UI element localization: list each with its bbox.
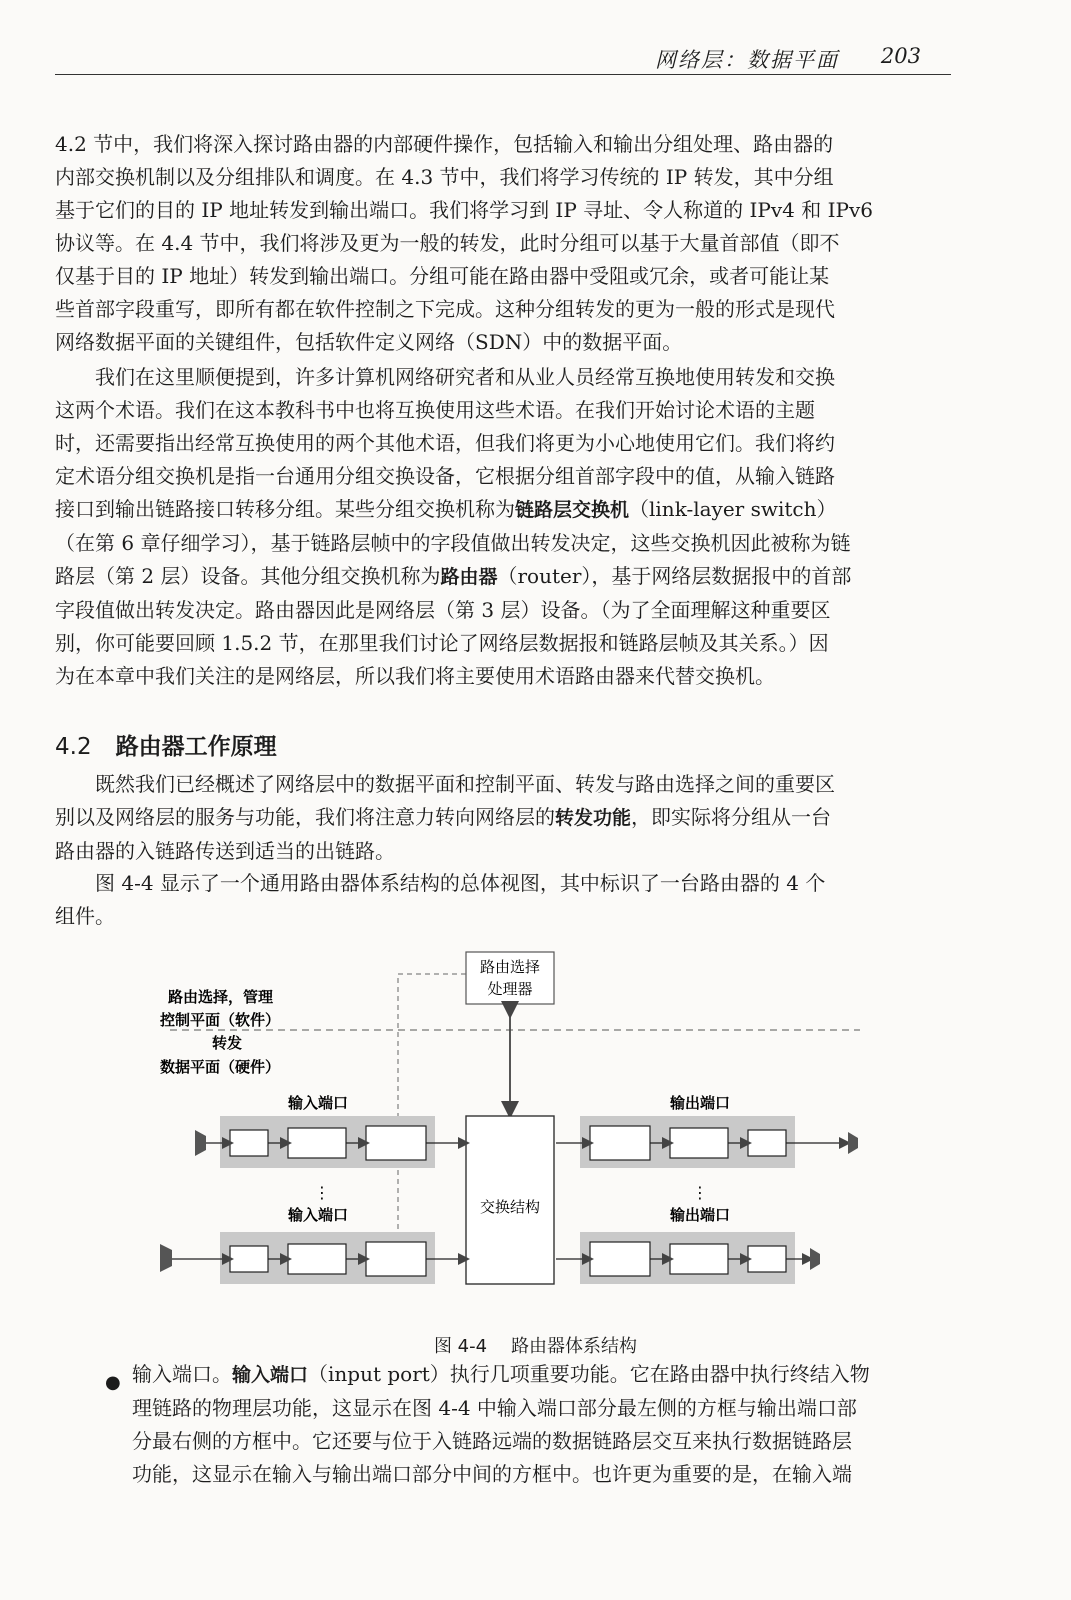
switch-fabric-label: 交换结构 xyxy=(479,1198,541,1216)
input-link-icon xyxy=(160,1244,172,1272)
paragraph-4 xyxy=(55,867,951,933)
section-heading xyxy=(55,728,277,761)
input-link-box xyxy=(288,1244,346,1274)
text-line: 我们在这里顺便提到，许多计算机网络研究者和从业人员经常互换地使用转发和交换 xyxy=(95,365,835,389)
input-lookup-box xyxy=(366,1242,426,1276)
text-run: 别以及网络层的服务与功能，我们将注意力转向网络层的 xyxy=(55,805,555,829)
text-line: 功能，这显示在输入与输出端口部分中间的方框中。也许更为重要的是，在输入端 xyxy=(132,1462,852,1486)
term-input-port: 输入端口 xyxy=(232,1364,309,1386)
output-link-box xyxy=(670,1128,728,1158)
page-number: 203 xyxy=(880,44,921,68)
text-run: （link-layer switch） xyxy=(629,497,837,521)
control-label-1: 路由选择，管理 xyxy=(168,988,274,1006)
running-title: 网络层：数据平面 xyxy=(655,48,839,72)
data-label-2: 数据平面（硬件） xyxy=(160,1058,281,1076)
control-path-line xyxy=(398,974,466,1122)
bullet-paragraph xyxy=(132,1358,954,1491)
text-run: 接口到输出链路接口转移分组。某些分组交换机称为 xyxy=(55,497,515,521)
text-line: 为在本章中我们关注的是网络层，所以我们将主要使用术语路由器来代替交换机。 xyxy=(55,664,775,688)
text-line: 这两个术语。我们在这本教科书中也将互换使用这些术语。在我们开始讨论术语的主题 xyxy=(55,398,815,422)
term-link-layer-switch: 链路层交换机 xyxy=(515,499,630,521)
text-line xyxy=(55,801,951,835)
text-line xyxy=(132,1358,954,1392)
text-line: 些首部字段重写，即所有都在软件控制之下完成。这种分组转发的更为一般的形式是现代 xyxy=(55,297,835,321)
caption-text: 路由器体系结构 xyxy=(511,1336,638,1357)
text-line: 基于它们的目的 IP 地址转发到输出端口。我们将学习到 IP 寻址、令人称道的 IPv4 和 IPv6 xyxy=(55,198,873,222)
text-run: （router），基于网络层数据报中的首部 xyxy=(497,564,852,588)
output-phy-box xyxy=(748,1246,786,1272)
input-phy-box xyxy=(230,1130,268,1156)
input-link-icon xyxy=(195,1130,206,1156)
text-line: （在第 6 章仔细学习），基于链路层帧中的字段值做出转发决定，这些交换机因此被称为链 xyxy=(55,531,851,555)
text-line: 内部交换机制以及分组排队和调度。在 4.3 节中，我们将学习传统的 IP 转发，其中分组 xyxy=(55,165,834,189)
input-port-label-bottom: 输入端口 xyxy=(287,1206,349,1224)
ellipsis-icon: ⋮ xyxy=(692,1183,708,1202)
input-port-label-top: 输入端口 xyxy=(287,1094,349,1112)
text-line: 字段值做出转发决定。路由器因此是网络层（第 3 层）设备。（为了全面理解这种重要区 xyxy=(55,598,831,622)
text-run: ，即实际将分组从一台 xyxy=(631,805,832,829)
text-line: 图 4-4 显示了一个通用路由器体系结构的总体视图，其中标识了一台路由器的 4 个 xyxy=(95,871,826,895)
text-line: 分最右侧的方框中。它还要与位于入链路远端的数据链路层交互来执行数据链路层 xyxy=(132,1429,852,1453)
control-label-2: 控制平面（软件） xyxy=(160,1011,281,1029)
input-lookup-box xyxy=(366,1126,426,1160)
text-line: 时，还需要指出经常互换使用的两个其他术语，但我们将更为小心地使用它们。我们将约 xyxy=(55,431,835,455)
text-line: 仅基于目的 IP 地址）转发到输出端口。分组可能在路由器中受阻或冗余，或者可能让某 xyxy=(55,264,830,288)
data-label-1: 转发 xyxy=(212,1034,243,1052)
text-line: 既然我们已经概述了网络层中的数据平面和控制平面、转发与路由选择之间的重要区 xyxy=(95,772,835,796)
text-line: 别，你可能要回顾 1.5.2 节，在那里我们讨论了网络层数据报和链路层帧及其关系。）因 xyxy=(55,631,829,655)
paragraph-3 xyxy=(55,768,951,868)
routing-processor-label-1: 路由选择 xyxy=(479,958,541,976)
text-line: 理链路的物理层功能，这显示在图 4-4 中输入端口部分最左侧的方框与输出端口部 xyxy=(132,1396,857,1420)
text-line xyxy=(55,560,951,594)
text-line: 网络数据平面的关键组件，包括软件定义网络（SDN）中的数据平面。 xyxy=(55,330,683,354)
text-line: 协议等。在 4.4 节中，我们将涉及更为一般的转发，此时分组可以基于大量首部值（即不 xyxy=(55,231,840,255)
text-run: 输入端口。 xyxy=(132,1362,232,1386)
input-link-box xyxy=(288,1128,346,1158)
section-title: 路由器工作原理 xyxy=(115,734,277,760)
text-line: 定术语分组交换机是指一台通用分组交换设备，它根据分组首部字段中的值，从输入链路 xyxy=(55,464,835,488)
text-line: 4.2 节中，我们将深入探讨路由器的内部硬件操作，包括输入和输出分组处理、路由器的 xyxy=(55,132,834,156)
paragraph-2 xyxy=(55,361,951,693)
output-queue-box xyxy=(590,1126,650,1160)
text-line xyxy=(55,493,951,527)
output-link-box xyxy=(670,1244,728,1274)
term-forwarding-function: 转发功能 xyxy=(555,807,632,829)
paragraph-1 xyxy=(55,128,951,359)
bullet-icon: ● xyxy=(105,1372,121,1393)
caption-number: 图 4-4 xyxy=(433,1336,488,1357)
output-phy-box xyxy=(748,1130,786,1156)
router-diagram xyxy=(0,950,1071,1350)
output-port-label-top: 输出端口 xyxy=(669,1094,731,1112)
output-link-icon xyxy=(848,1132,858,1154)
section-number: 4.2 xyxy=(55,734,92,760)
text-run: （input port）执行几项重要功能。它在路由器中执行终结入物 xyxy=(308,1362,870,1386)
routing-processor-label-2: 处理器 xyxy=(487,980,533,998)
output-port-label-bottom: 输出端口 xyxy=(669,1206,731,1224)
text-line: 路由器的入链路传送到适当的出链路。 xyxy=(55,839,395,863)
figure-caption xyxy=(0,1332,1071,1358)
text-line: 组件。 xyxy=(55,904,115,928)
router-architecture-figure xyxy=(0,950,1071,1350)
ellipsis-icon: ⋮ xyxy=(314,1183,330,1202)
output-link-icon xyxy=(810,1248,820,1270)
term-router: 路由器 xyxy=(440,566,498,588)
input-phy-box xyxy=(230,1246,268,1272)
page-header xyxy=(55,40,951,75)
text-run: 路层（第 2 层）设备。其他分组交换机称为 xyxy=(55,564,441,588)
output-queue-box xyxy=(590,1242,650,1276)
